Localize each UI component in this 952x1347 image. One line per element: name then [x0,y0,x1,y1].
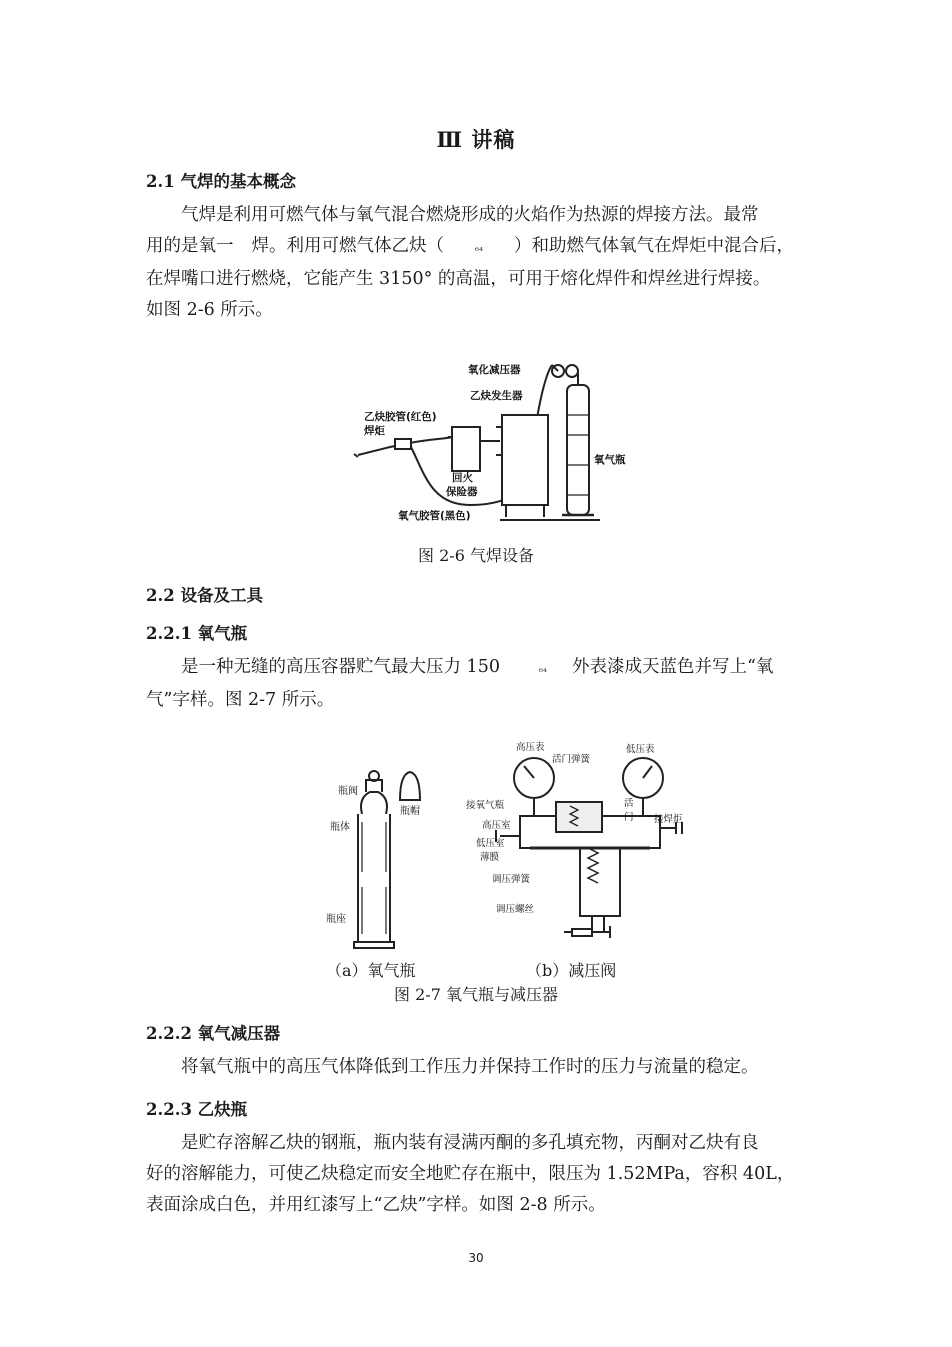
heading-2-2-1: 2.2.1 氧气瓶 [146,624,248,643]
paragraph-2-2-3 [146,1128,810,1221]
label-valve-2: 门 [624,812,634,823]
label-hp-chamber: 高压室 [482,820,511,831]
label-oxygen-cylinder: 氧气瓶 [594,454,626,466]
figure-2-7b-pressure-reducer [460,736,700,946]
label-lp-chamber: 低压室 [476,838,505,849]
paragraph-2-2-1 [146,652,810,716]
label-valve: 瓶阀 [338,786,358,797]
para-line: 在焊嘴口进行燃烧，它能产生 3150° 的高温，可用于熔化焊件和焊丝进行焊接。 [146,269,771,289]
label-valve-1: 活 [624,798,634,809]
label-lp-gauge: 低压表 [626,744,655,755]
label-to-torch: 接焊炬 [654,814,683,825]
text-run: ）和助燃气体氧气在焊炬中混合后， [514,236,794,256]
label-oxygen-hose: 氧气胶管(黑色) [398,510,471,522]
garbled-glyph: ₆₄ [538,664,547,675]
page-number: 30 [468,1251,484,1265]
label-diaphragm: 薄膜 [480,852,500,863]
label-base: 瓶座 [326,914,346,925]
label-cap: 瓶帽 [400,806,420,817]
text-run: 外表漆成天蓝色并写上“氧 [571,657,774,677]
label-body: 瓶体 [330,822,350,833]
text-run: 是一种无缝的高压容器贮气最大压力 150 [181,657,500,677]
figure-2-7a-oxygen-cylinder [318,762,430,952]
label-generator: 乙炔发生器 [470,390,523,402]
paragraph-2-2-2: 将氧气瓶中的高压气体降低到工作压力并保持工作时的压力与流量的稳定。 [181,1057,759,1077]
label-to-cylinder: 接氧气瓶 [466,800,505,811]
label-acetylene-hose: 乙炔胶管(红色) [364,411,437,423]
subcaption-b: （b）减压阀 [526,961,617,980]
para-line: 好的溶解能力，可使乙炔稳定而安全地贮存在瓶中，限压为 1.52MPa，容积 40L， [146,1164,795,1184]
label-reducer: 氧化减压器 [468,364,521,376]
label-flashback-2: 保险器 [446,486,478,498]
heading-2-2: 2.2 设备及工具 [146,586,263,605]
heading-2-2-2: 2.2.2 氧气减压器 [146,1024,281,1043]
page-title: Ⅲ 讲稿 [436,127,516,152]
label-adj-screw: 调压螺丝 [496,904,535,915]
label-flashback-1: 回火 [452,472,473,484]
label-adj-spring: 调压弹簧 [492,874,531,885]
label-torch: 焊炬 [364,425,385,437]
para-line: 如图 2-6 所示。 [146,300,273,320]
para-line: 气”字样。图 2-7 所示。 [146,690,335,710]
caption-fig-2-6: 图 2-6 气焊设备 [418,546,534,565]
para-line: 气焊是利用可燃气体与氧气混合燃烧形成的火焰作为热源的焊接方法。最常 [181,205,759,225]
para-line [146,231,810,264]
text-run: 焊。利用可燃气体乙炔（ [251,236,444,256]
heading-2-1: 2.1 气焊的基本概念 [146,172,296,191]
para-line: 是贮存溶解乙炔的钢瓶，瓶内装有浸满丙酮的多孔填充物，丙酮对乙炔有良 [181,1133,759,1153]
text-run: 用的是氧一 [146,236,234,256]
paragraph-2-1 [146,200,810,326]
garbled-glyph: ₆₄ [474,243,484,254]
para-line [146,652,810,685]
label-valve-spring: 活门弹簧 [552,754,591,765]
label-hp-gauge: 高压表 [516,742,545,753]
para-line: 表面涂成白色，并用红漆写上“乙炔”字样。如图 2-8 所示。 [146,1195,606,1215]
caption-fig-2-7: 图 2-7 氧气瓶与减压器 [394,985,558,1004]
figure-2-6-gas-welding-equipment [340,355,640,533]
heading-2-2-3: 2.2.3 乙炔瓶 [146,1100,248,1119]
subcaption-a: （a）氧气瓶 [326,961,416,980]
